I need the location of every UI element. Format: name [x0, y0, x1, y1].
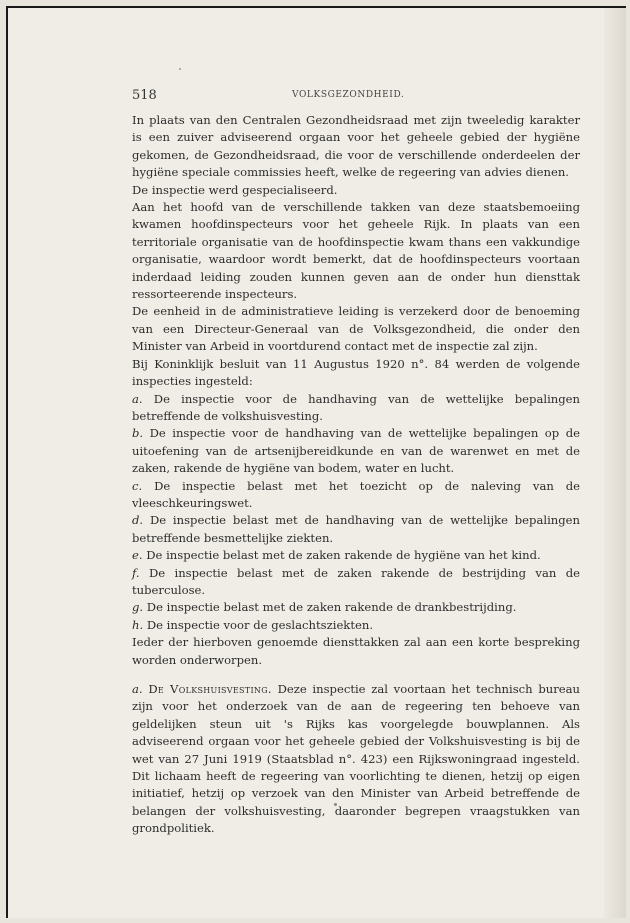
list-item-text: De inspectie belast met het toezicht op de naleving van de vleeschkeuringswet.	[132, 478, 580, 510]
section-heading: De Volkshuisvesting.	[148, 682, 272, 696]
list-item	[132, 391, 580, 426]
list-item-text: De inspectie belast met de zaken rakende de drankbestrijding.	[146, 600, 517, 615]
running-title: VOLKSGEZONDHEID.	[292, 90, 405, 100]
list-item	[132, 512, 580, 547]
list-item	[132, 565, 580, 600]
closing-paragraph: Ieder der hierboven genoemde diensttakken zal aan een korte bespreking worden onderworpen.	[132, 635, 580, 667]
section-letter: a.	[132, 682, 143, 696]
section-paragraph	[132, 681, 580, 838]
section-text: Deze inspectie zal voortaan het technisch bureau zijn voor het onderzoek van de aan de regeering ten behoeve van geldelijken steun uit 's Rijks kas voorgelegde bouwplannen. Als adviseerend orgaan voor het geheele gebied der Volkshuisvesting is bij de wet van 27 Juni 1919 (Staatsblad n°. 423) een Rijkswoningraad ingesteld. Dit lichaam heeft de regeering van voorlichting te dienen, hetzij op eigen initiatief, hetzij op verzoek van den Minister van Arbeid betreffende de belangen der volkshuisvesting, daaronder begrepen vraagstukken van grondpolitiek.	[132, 682, 580, 836]
inspection-list	[132, 391, 580, 635]
paragraph: In plaats van den Centralen Gezondheidsraad met zijn tweeledig karakter is een zuiver adviseerend orgaan voor het geheele gebied der hygiëne gekomen, de Gezondheidsraad, die voor de verschillende onderdeelen der hygiëne speciale commissies heeft, welke de regeering van advies dienen.	[132, 113, 580, 180]
list-item-text: De inspectie voor de handhaving van de wettelijke bepalingen op de uitoefening van de artsenijbereidkunde en van de warenwet en met de zaken, rakende de hygiëne van bodem, water en lucht.	[132, 426, 580, 476]
list-item-letter: h.	[132, 617, 144, 632]
list-item-letter: c.	[132, 478, 143, 493]
list-item	[132, 478, 580, 513]
list-item-letter: b.	[132, 426, 144, 441]
paragraph: Bij Koninklijk besluit van 11 Augustus 1920 n°. 84 werden de volgende inspecties ingesteld:	[132, 356, 580, 389]
list-item-letter: f.	[132, 565, 140, 580]
paragraph: Aan het hoofd van de verschillende takken van deze staatsbemoeiing kwamen hoofdinspecteurs voor het geheele Rijk. In plaats van een territoriale organisatie van de hoofdinspectie kwam thans een vakkundige organisatie, waardoor wordt bemerkt, dat de hoofdinspecteurs voortaan inderdaad leiding zouden kunnen geven aan de onder hun diensttak ressorteerende inspecteurs.	[132, 200, 580, 302]
paragraph: De inspectie werd gespecialiseerd.	[132, 182, 338, 197]
paper-speck	[179, 68, 181, 70]
list-item-letter: e.	[132, 548, 143, 563]
paragraph: De eenheid in de administratieve leiding is verzekerd door de benoeming van een Directeur-Generaal van de Volksgezondheid, die onder den Minister van Arbeid in voortdurend contact met de inspectie zal zijn.	[132, 304, 580, 354]
list-item-text: De inspectie belast met de zaken rakende de hygiëne van het kind.	[146, 548, 541, 563]
list-item-text: De inspectie belast met de zaken rakende de bestrijding van de tuberculose.	[132, 565, 580, 597]
list-item	[132, 617, 580, 634]
list-item-text: De inspectie belast met de handhaving van de wettelijke bepalingen betreffende besmettelijke ziekten.	[132, 513, 580, 545]
list-item-text: De inspectie voor de handhaving van de wettelijke bepalingen betreffende de volkshuisvesting.	[132, 391, 580, 423]
list-item-letter: a.	[132, 391, 143, 406]
section-spacer	[132, 669, 580, 681]
page-number: 518	[132, 88, 157, 103]
list-item	[132, 547, 580, 564]
page-edge-shadow	[604, 8, 626, 918]
list-item-letter: d.	[132, 513, 144, 528]
list-item	[132, 425, 580, 477]
list-item-letter: g.	[132, 600, 144, 615]
body-text	[132, 112, 580, 838]
list-item-text: De inspectie voor de geslachtsziekten.	[146, 617, 374, 632]
list-item	[132, 599, 580, 616]
book-page	[6, 6, 626, 918]
